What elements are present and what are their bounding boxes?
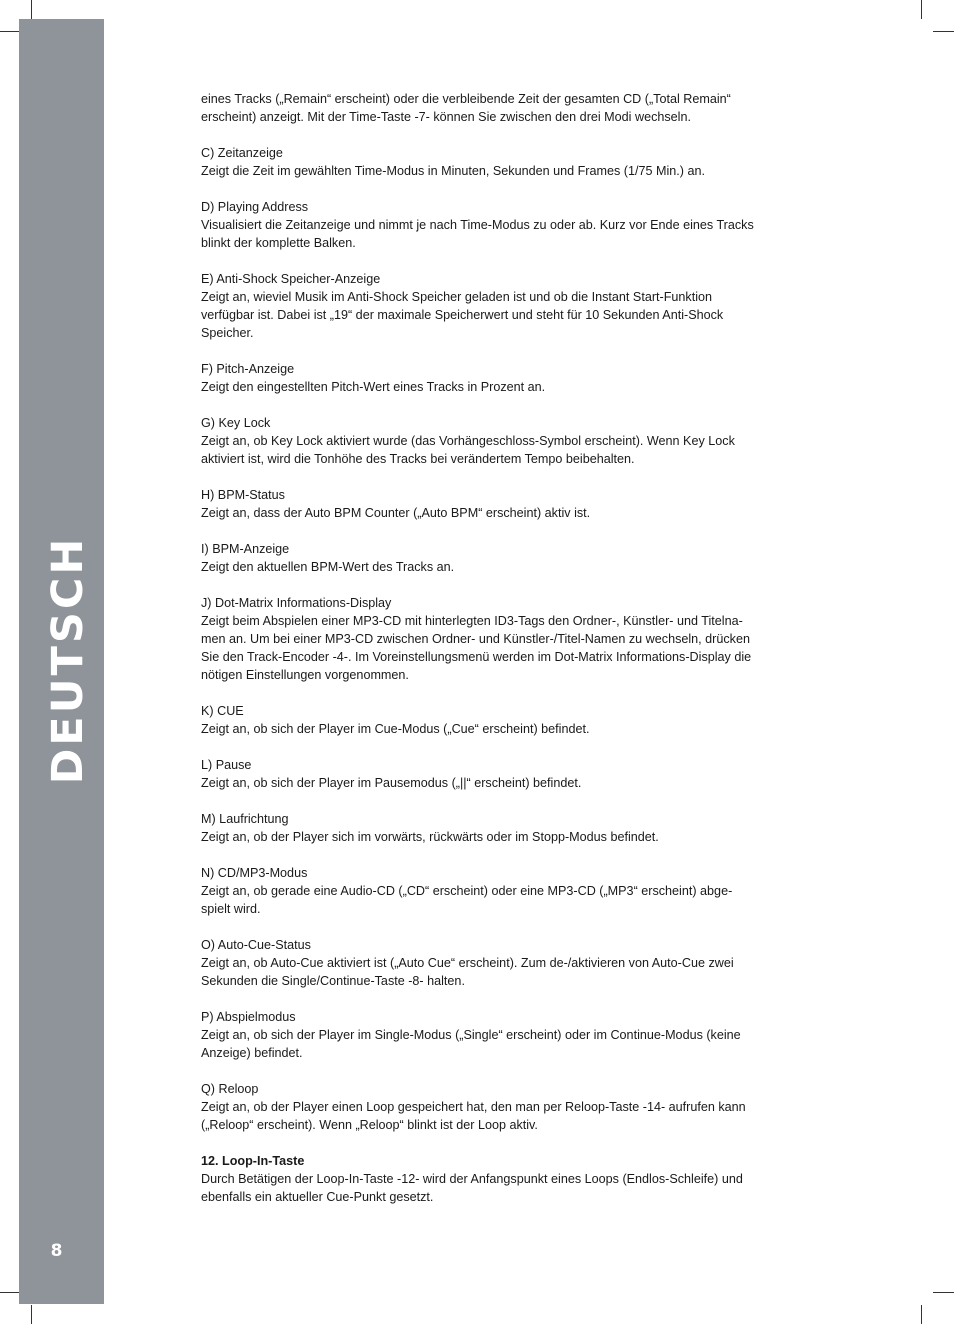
body-line: Zeigt an, ob gerade eine Audio-CD („CD“ erscheint) oder eine MP3-CD („MP3“ erscheint) abge- bbox=[201, 884, 733, 898]
crop-mark bbox=[921, 1305, 922, 1324]
section-heading: P) Abspielmodus bbox=[201, 1010, 296, 1024]
section-paragraph bbox=[201, 270, 821, 342]
body-line: Visualisiert die Zeitanzeige und nimmt je nach Time-Modus zu oder ab. Kurz vor Ende eines Tracks bbox=[201, 218, 754, 232]
body-line: Zeigt an, ob sich der Player im Single-Modus („Single“ erscheint) oder im Continue-Modus (keine bbox=[201, 1028, 741, 1042]
section-heading: L) Pause bbox=[201, 758, 252, 772]
body-line: spielt wird. bbox=[201, 902, 261, 916]
section-heading: E) Anti-Shock Speicher-Anzeige bbox=[201, 272, 381, 286]
section-heading: O) Auto-Cue-Status bbox=[201, 938, 311, 952]
section-paragraph bbox=[201, 1080, 821, 1134]
section-paragraph bbox=[201, 810, 821, 846]
crop-mark bbox=[933, 1292, 954, 1293]
section-heading: C) Zeitanzeige bbox=[201, 146, 283, 160]
body-line: Zeigt an, wieviel Musik im Anti-Shock Speicher geladen ist und ob die Instant Start-Funktion bbox=[201, 290, 713, 304]
crop-mark bbox=[933, 31, 954, 32]
section-heading: D) Playing Address bbox=[201, 200, 309, 214]
section-heading: I) BPM-Anzeige bbox=[201, 542, 290, 556]
crop-mark bbox=[0, 31, 19, 32]
body-line: Zeigt die Zeit im gewählten Time-Modus in Minuten, Sekunden und Frames (1/75 Min.) an. bbox=[201, 164, 705, 178]
body-line: („Reloop“ erscheint). Wenn „Reloop“ blinkt ist der Loop aktiv. bbox=[201, 1118, 538, 1132]
section-paragraph bbox=[201, 594, 821, 684]
body-line: Zeigt den eingestellten Pitch-Wert eines Tracks in Prozent an. bbox=[201, 380, 546, 394]
language-label: DEUTSCH bbox=[43, 535, 93, 785]
body-line: Zeigt an, ob Key Lock aktiviert wurde (das Vorhängeschloss-Symbol erscheint). Wenn Key Lock bbox=[201, 434, 735, 448]
body-line: erscheint) anzeigt. Mit der Time-Taste -7- können Sie zwischen den drei Modi wechseln. bbox=[201, 110, 691, 124]
body-line: nötigen Einstellungen vorgenommen. bbox=[201, 668, 409, 682]
section-heading: K) CUE bbox=[201, 704, 244, 718]
body-line: Zeigt an, ob der Player einen Loop gespeichert hat, den man per Reloop-Taste -14- aufrufen kann bbox=[201, 1100, 746, 1114]
body-line: Durch Betätigen der Loop-In-Taste -12- wird der Anfangspunkt eines Loops (Endlos-Schleife) und bbox=[201, 1172, 743, 1186]
body-line: men an. Um bei einer MP3-CD zwischen Ordner- und Künstler-/Titel-Namen zu wechseln, drücken bbox=[201, 632, 750, 646]
section-paragraph bbox=[201, 1008, 821, 1062]
page-number: 8 bbox=[50, 1241, 63, 1261]
section-list bbox=[201, 144, 821, 1206]
section-paragraph bbox=[201, 144, 821, 180]
section-heading: N) CD/MP3-Modus bbox=[201, 866, 308, 880]
section-heading: G) Key Lock bbox=[201, 416, 271, 430]
section-paragraph bbox=[201, 864, 821, 918]
section-heading: J) Dot-Matrix Informations-Display bbox=[201, 596, 392, 610]
section-paragraph bbox=[201, 702, 821, 738]
body-line: verfügbar ist. Dabei ist „19“ der maximale Speicherwert und steht für 10 Sekunden Anti-Shock bbox=[201, 308, 724, 322]
crop-mark bbox=[921, 0, 922, 19]
section-heading: Q) Reloop bbox=[201, 1082, 259, 1096]
section-paragraph bbox=[201, 198, 821, 252]
section-paragraph bbox=[201, 414, 821, 468]
section-paragraph bbox=[201, 756, 821, 792]
main-text bbox=[201, 90, 821, 1224]
section-heading: 12. Loop-In-Taste bbox=[201, 1154, 305, 1168]
crop-mark bbox=[0, 1292, 19, 1293]
body-line: eines Tracks („Remain“ erscheint) oder die verbleibende Zeit der gesamten CD („Total Remain“ bbox=[201, 92, 731, 106]
body-line: ebenfalls ein aktueller Cue-Punkt gesetzt. bbox=[201, 1190, 434, 1204]
section-heading: M) Laufrichtung bbox=[201, 812, 289, 826]
section-paragraph bbox=[201, 1152, 821, 1206]
section-paragraph bbox=[201, 486, 821, 522]
body-line: Zeigt an, ob sich der Player im Cue-Modus („Cue“ erscheint) befindet. bbox=[201, 722, 590, 736]
body-line: aktiviert ist, wird die Tonhöhe des Tracks bei verändertem Tempo beibehalten. bbox=[201, 452, 635, 466]
section-heading: F) Pitch-Anzeige bbox=[201, 362, 295, 376]
body-line: Zeigt an, dass der Auto BPM Counter („Auto BPM“ erscheint) aktiv ist. bbox=[201, 506, 591, 520]
body-line: Sekunden die Single/Continue-Taste -8- halten. bbox=[201, 974, 465, 988]
body-line: Zeigt den aktuellen BPM-Wert des Tracks an. bbox=[201, 560, 455, 574]
body-line: Zeigt beim Abspielen einer MP3-CD mit hinterlegten ID3-Tags den Ordner-, Künstler- und Titelna- bbox=[201, 614, 743, 628]
section-paragraph bbox=[201, 540, 821, 576]
body-line: Sie den Track-Encoder -4-. Im Voreinstellungsmenü werden im Dot-Matrix Informations-Display die bbox=[201, 650, 752, 664]
body-line: Anzeige) befindet. bbox=[201, 1046, 303, 1060]
section-heading: H) BPM-Status bbox=[201, 488, 285, 502]
body-line: Zeigt an, ob Auto-Cue aktiviert ist („Auto Cue“ erscheint). Zum de-/aktivieren von Auto-Cue zwei bbox=[201, 956, 734, 970]
body-line: Zeigt an, ob sich der Player im Pausemodus („||“ erscheint) befindet. bbox=[201, 776, 582, 790]
body-line: blinkt der komplette Balken. bbox=[201, 236, 356, 250]
section-paragraph bbox=[201, 360, 821, 396]
crop-mark bbox=[31, 0, 32, 19]
intro-paragraph bbox=[201, 90, 821, 126]
crop-mark bbox=[31, 1305, 32, 1324]
section-paragraph bbox=[201, 936, 821, 990]
body-line: Zeigt an, ob der Player sich im vorwärts, rückwärts oder im Stopp-Modus befindet. bbox=[201, 830, 659, 844]
body-line: Speicher. bbox=[201, 326, 254, 340]
